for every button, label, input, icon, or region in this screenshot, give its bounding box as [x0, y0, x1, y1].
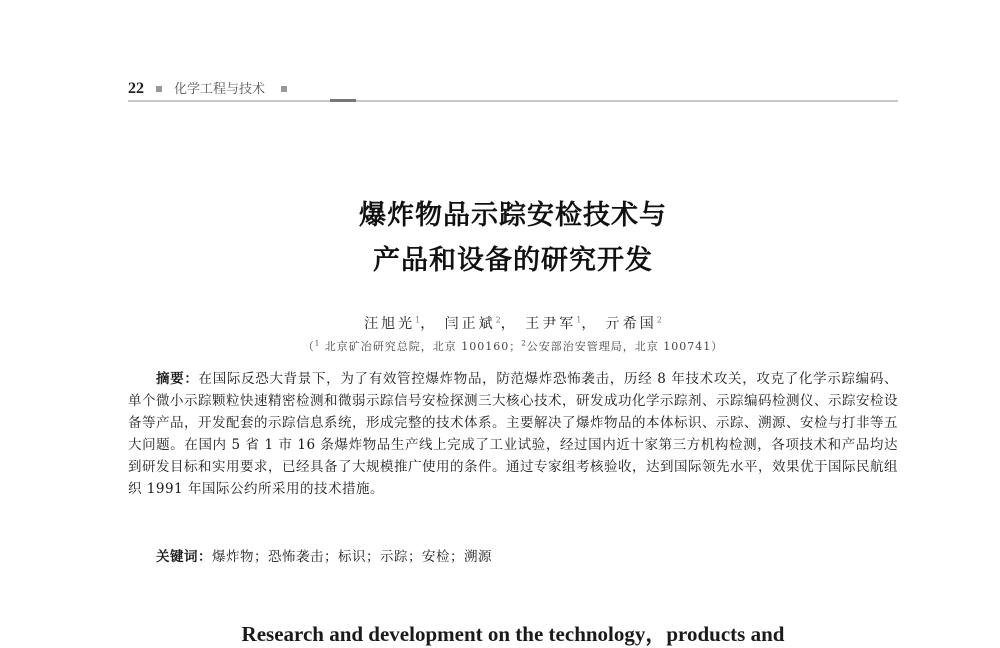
abstract-label: 摘要： [156, 371, 199, 387]
title-line-1: 爆炸物品示踪安检技术与 [359, 200, 667, 231]
author-name: 亓希国 [605, 316, 657, 332]
running-header [128, 78, 898, 98]
author-name: 汪旭光 [364, 316, 416, 332]
author-affil-mark: 2 [656, 315, 662, 325]
author-separator: ， [420, 316, 438, 332]
author-name: 闫正斌 [444, 316, 496, 332]
header-rule-accent [330, 99, 356, 102]
author-affil-mark: 1 [576, 315, 582, 325]
abstract [128, 368, 898, 500]
affil-mark: 2 [521, 339, 527, 348]
author-list [128, 313, 898, 333]
english-title: Research and development on the technology，products and [241, 622, 785, 646]
title-line-2: 产品和设备的研究开发 [373, 245, 653, 276]
author-affil-mark: 2 [495, 315, 501, 325]
author-name: 王尹军 [525, 316, 577, 332]
keywords-text: 爆炸物；恐怖袭击；标识；示踪；安检；溯源 [212, 549, 492, 565]
affil-mark: 1 [314, 339, 321, 348]
affiliation-1: 北京矿冶研究总院，北京 100160； [320, 340, 522, 353]
abstract-text: 在国际反恐大背景下，为了有效管控爆炸物品，防范爆炸恐怖袭击，历经 8 年技术攻关，攻克了化学示踪编码、单个微小示踪颗粒快速精密检测和微弱示踪信号安检探测三大核心技术，研发成功化学示踪剂、示踪编码检测仪、示踪安检设备等产品，开发配套的示踪信息系统，形成完整的技术体系。主要解决了爆炸物品的本体标识、示踪、溯源、安检与打非等五大问题。在国内 5 省 1 市 16 条爆炸物品生产线上完成了工业试验，经过国内近十家第三方机构检测，各项技术和产品均达到研发目标和实用要求，已经具备了大规模推广使用的条件。通过专家组考核验收，达到国际领先水平，效果优于国际民航组织 1991 年国际公约所采用的技术措施。 [128, 371, 899, 497]
article-title [128, 193, 898, 283]
author-affil-mark: 1 [415, 315, 421, 325]
journal-name: 化学工程与技术 [174, 82, 266, 97]
affiliations: （$^1$ 北京矿冶研究总院，北京 100160；$^2$公安部治安管理局，北京 100741） [302, 339, 724, 353]
keywords [156, 546, 898, 568]
header-rule [128, 100, 898, 102]
author-separator: ， [500, 316, 518, 332]
author-separator: ， [581, 316, 599, 332]
keywords-label: 关键词： [156, 549, 212, 565]
square-bullet-icon [156, 86, 162, 92]
square-bullet-icon [281, 86, 287, 92]
page-number: 22 [128, 80, 144, 97]
affiliation-2: 公安部治安管理局，北京 100741） [526, 340, 724, 353]
